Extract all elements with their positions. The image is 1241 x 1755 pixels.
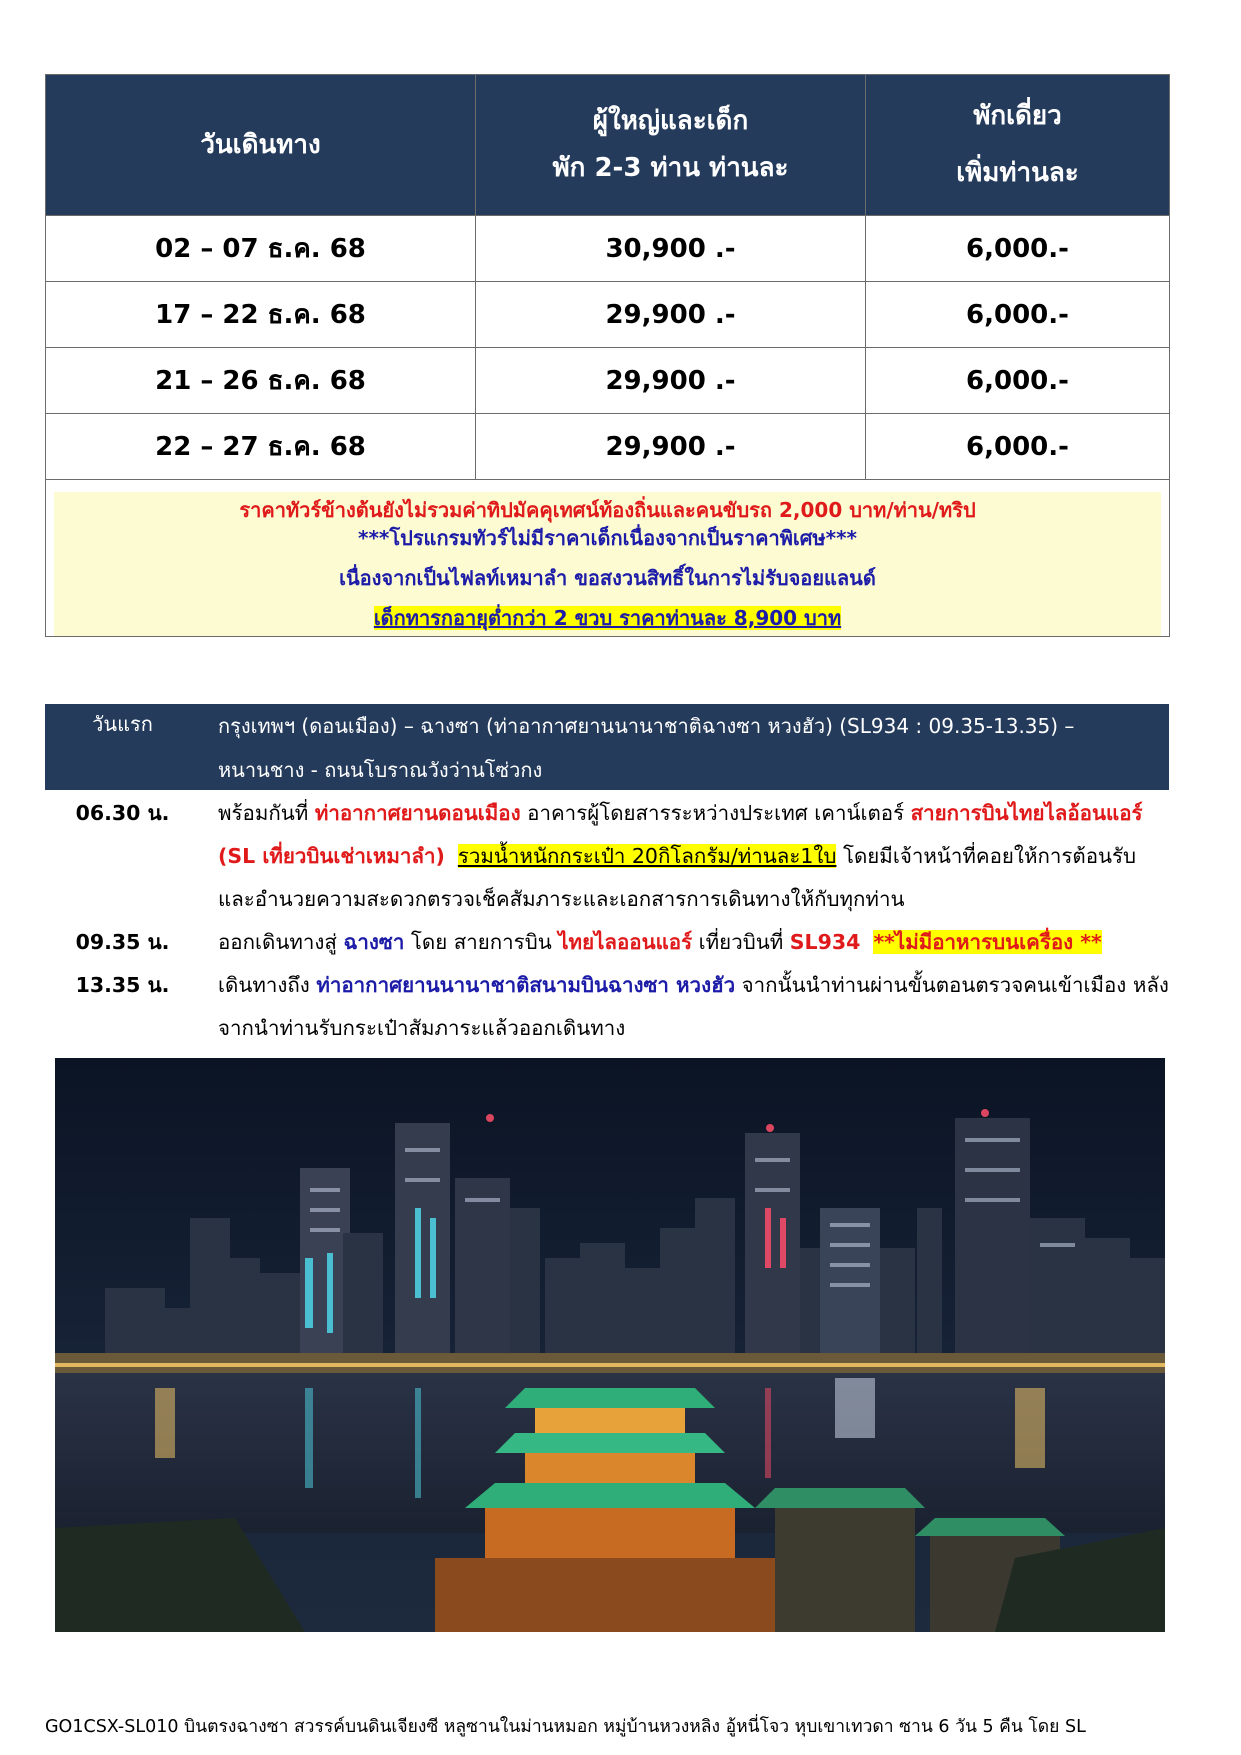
- row-adult-price: 29,900 .-: [476, 282, 866, 348]
- table-row: [46, 282, 1170, 348]
- entry-airport-highlight: ท่าอากาศยานนานาชาติสนามบินฉางซา หวงฮัว: [316, 973, 736, 997]
- entry-baggage-highlight: รวมน้ำหนักกระเป๋า 20กิโลกรัม/ท่านละ1ใบ: [457, 844, 837, 868]
- entry-time: 09.35 น.: [75, 930, 170, 954]
- note-no-child-price: ***โปรแกรมทัวร์ไม่มีราคาเด็กเนื่องจากเป็นราคาพิเศษ***: [358, 526, 857, 550]
- header-single-line1: พักเดี่ยว: [973, 101, 1062, 131]
- entry-time: 13.35 น.: [75, 973, 170, 997]
- row-date: 22 – 27 ธ.ค. 68: [46, 414, 476, 480]
- entry-text-part: ออกเดินทางสู่: [218, 930, 344, 954]
- skyline-illustration: [55, 1058, 1165, 1632]
- entry-flight-number: SL934: [789, 930, 861, 954]
- entry-airline-highlight: ไทยไลออนแอร์: [558, 930, 693, 954]
- row-single-price: 6,000.-: [866, 216, 1170, 282]
- note-no-join-land: เนื่องจากเป็นไฟลท์เหมาลำ ขอสงวนสิทธิ์ในการไม่รับจอยแลนด์: [339, 566, 876, 590]
- entry-text-part: โดยมีเจ้าหน้าที่คอยให้การต้อนรับและอำนวยความสะดวกตรวจเช็คสัมภาระและเอกสารการเดินทางให้กับทุกท่าน: [218, 844, 1137, 911]
- row-adult-price: 29,900 .-: [476, 348, 866, 414]
- row-single-price: 6,000.-: [866, 282, 1170, 348]
- row-date: 17 – 22 ธ.ค. 68: [46, 282, 476, 348]
- row-single-price: 6,000.-: [866, 414, 1170, 480]
- entry-airport-highlight: ท่าอากาศยานดอนเมือง: [314, 801, 521, 825]
- entry-text-part: อาคารผู้โดยสารระหว่างประเทศ เคาน์เตอร์: [520, 801, 911, 825]
- header-single-line2: เพิ่มท่านละ: [956, 158, 1079, 188]
- price-table: [45, 74, 1170, 637]
- row-adult-price: 29,900 .-: [476, 414, 866, 480]
- day1-label: วันแรก: [92, 712, 153, 736]
- note-tip: ราคาทัวร์ข้างต้นยังไม่รวมค่าทิปมัคคุเทศน์ท้องถิ่นและคนขับรถ 2,000 บาท/ท่าน/ทริป: [239, 498, 976, 522]
- row-date: 02 – 07 ธ.ค. 68: [46, 216, 476, 282]
- day1-header: [45, 704, 1169, 790]
- page-footer: GO1CSX-SL010 บินตรงฉางซา สวรรค์บนดินเจียงซี หลูซานในม่านหมอก หมู่บ้านหวงหลิง อู้หนี่โจว หุบเขาเทวดา ซาน 6 วัน 5 คืน โดย SL: [45, 1717, 1086, 1737]
- header-single-supplement: [866, 75, 1170, 216]
- entry-airline-highlight: สายการบินไทยไลอ้อนแอร์ (SL เที่ยวบินเช่าเหมาลำ): [218, 801, 1143, 868]
- table-row: [46, 414, 1170, 480]
- price-notes-row: [46, 480, 1170, 637]
- entry-text-part: โดย สายการบิน: [404, 930, 559, 954]
- entry-text-part: จากนั้นนำท่านผ่านขั้นตอนตรวจคนเข้าเมือง หลังจากนำท่านรับกระเป๋าสัมภาระแล้วออกเดินทาง: [218, 973, 1169, 1040]
- header-travel-date: วันเดินทาง: [46, 75, 476, 216]
- entry-text-part: พร้อมกันที่: [218, 801, 315, 825]
- itinerary-entry: [45, 921, 1169, 964]
- entry-text: [200, 964, 1169, 1050]
- header-adult-price: [476, 75, 866, 216]
- table-row: [46, 348, 1170, 414]
- note-infant-wrap: [54, 604, 1161, 632]
- price-table-header: [46, 75, 1170, 216]
- day1-itinerary: [45, 792, 1169, 1050]
- itinerary-entry: [45, 792, 1169, 921]
- day1-title-line2: หนานชาง - ถนนโบราณวังว่านโซ่วกง: [218, 758, 543, 782]
- entry-text-part: เดินทางถึง: [218, 973, 317, 997]
- itinerary-entry: [45, 964, 1169, 1050]
- price-notes: [46, 480, 1170, 637]
- header-adult-line2: พัก 2-3 ท่าน ท่านละ: [552, 153, 789, 183]
- header-adult-line1: ผู้ใหญ่และเด็ก: [592, 106, 749, 136]
- row-adult-price: 30,900 .-: [476, 216, 866, 282]
- price-notes-box: [54, 492, 1161, 636]
- table-row: [46, 216, 1170, 282]
- day1-title: [200, 704, 1169, 790]
- entry-text: [200, 921, 1169, 964]
- entry-text: [200, 792, 1169, 921]
- row-single-price: 6,000.-: [866, 348, 1170, 414]
- entry-text-part: เที่ยวบินที่: [692, 930, 790, 954]
- changsha-night-skyline-photo: [55, 1058, 1165, 1632]
- day1-title-line1: กรุงเทพฯ (ดอนเมือง) – ฉางซา (ท่าอากาศยานนานาชาติฉางซา หวงฮัว) (SL934 : 09.35-13.35) –: [218, 714, 1075, 738]
- note-infant-price: เด็กทารกอายุต่ำกว่า 2 ขวบ ราคาท่านละ 8,900 บาท: [373, 606, 842, 630]
- row-date: 21 – 26 ธ.ค. 68: [46, 348, 476, 414]
- entry-time: 06.30 น.: [75, 801, 170, 825]
- entry-no-meal-highlight: **ไม่มีอาหารบนเครื่อง **: [873, 930, 1102, 954]
- entry-city-highlight: ฉางซา: [343, 930, 405, 954]
